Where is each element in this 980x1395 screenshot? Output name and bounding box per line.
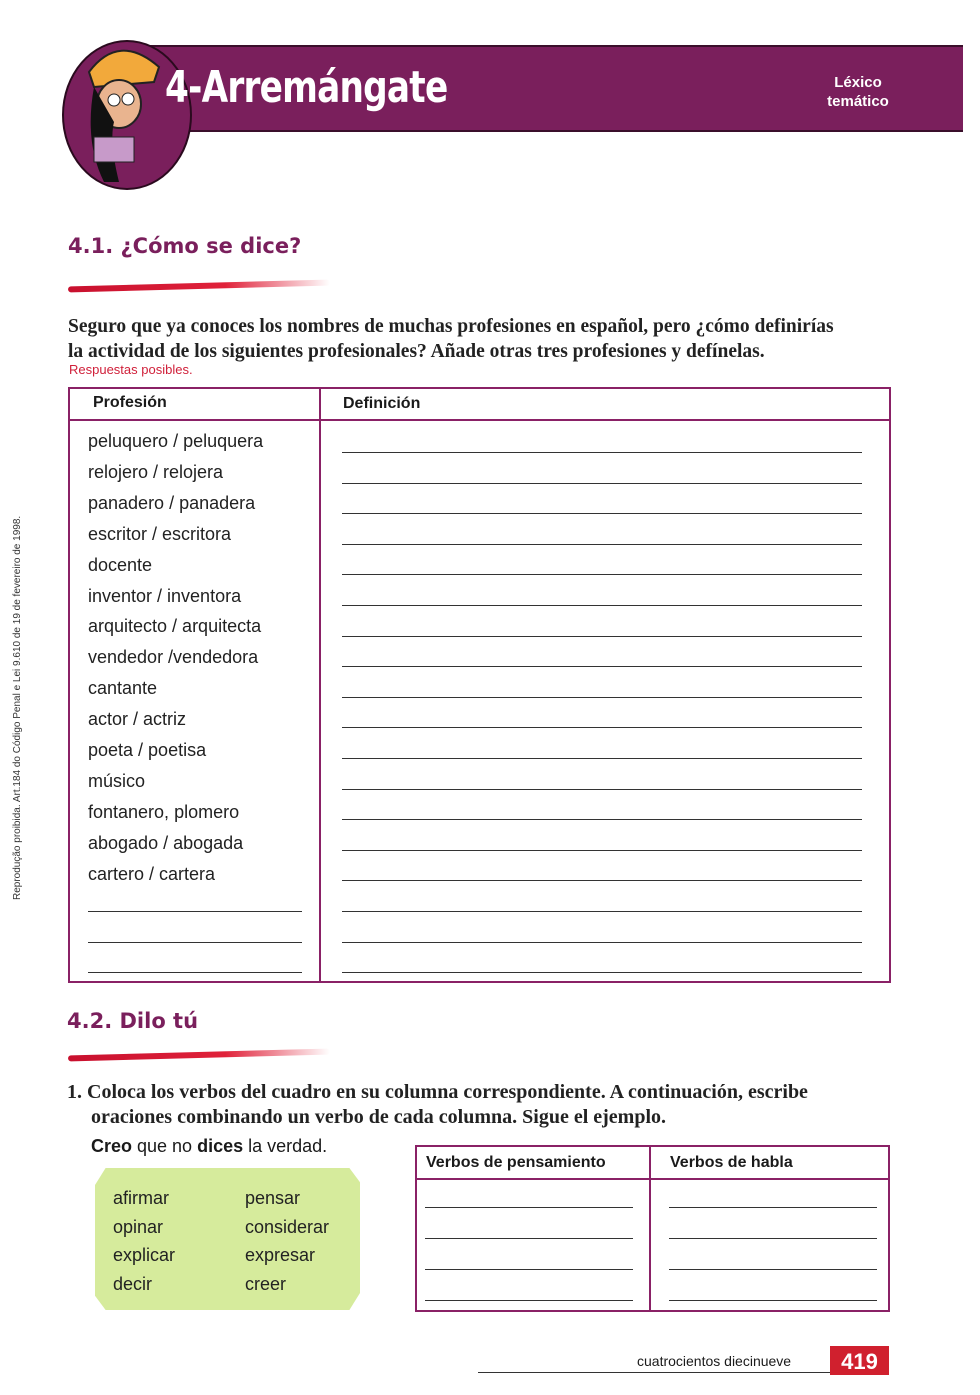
profession-item: abogado / abogada bbox=[88, 832, 244, 853]
profession-item: actor / actriz bbox=[88, 709, 187, 730]
chapter-title: 4-Arremángate bbox=[165, 62, 448, 113]
column-header-thinking: Verbos de pensamiento bbox=[426, 1154, 606, 1171]
table-header bbox=[70, 389, 889, 421]
profession-item: escritor / escritora bbox=[88, 523, 232, 544]
instruction-line: oraciones combinando un verbo de cada columna. Sigue el ejemplo. bbox=[91, 1106, 667, 1128]
footer-rule bbox=[478, 1372, 830, 1373]
definition-input-line[interactable] bbox=[342, 513, 862, 514]
profession-input-line[interactable] bbox=[88, 942, 302, 943]
table-header bbox=[417, 1147, 888, 1180]
profession-item: músico bbox=[88, 770, 146, 791]
verb-item: pensar bbox=[245, 1188, 301, 1208]
example-text: que no bbox=[132, 1136, 198, 1156]
verb-input-line[interactable] bbox=[425, 1269, 633, 1270]
column-header-speech: Verbos de habla bbox=[670, 1154, 793, 1171]
category-line: temático bbox=[827, 93, 889, 110]
category-line: Léxico bbox=[834, 74, 882, 91]
verb-input-line[interactable] bbox=[669, 1300, 877, 1301]
column-header-profession: Profesión bbox=[93, 394, 167, 411]
example-verb: Creo bbox=[91, 1136, 133, 1156]
profession-item: peluquero / peluquera bbox=[88, 431, 264, 451]
verb-item: explicar bbox=[113, 1245, 176, 1265]
profession-item: docente bbox=[88, 554, 153, 575]
verb-input-line[interactable] bbox=[425, 1300, 633, 1301]
copyright-note: Reprodução proibida. Art.184 do Código Penal e Lei 9.610 de 19 de fevereiro de 1998. bbox=[12, 515, 23, 900]
answer-note: Respuestas posibles. bbox=[69, 362, 193, 377]
definition-input-line[interactable] bbox=[342, 574, 862, 575]
definition-input-line[interactable] bbox=[342, 697, 862, 698]
verb-item: opinar bbox=[113, 1216, 164, 1237]
profession-input-line[interactable] bbox=[88, 911, 302, 912]
instructions bbox=[68, 314, 898, 364]
brush-underline bbox=[68, 1049, 330, 1062]
instruction-line: la actividad de los siguientes profesionales? Añade otras tres profesiones y defínelas. bbox=[68, 341, 765, 362]
verb-item: expresar bbox=[245, 1245, 316, 1265]
profession-item: panadero / panadera bbox=[88, 492, 256, 513]
profession-item: poeta / poetisa bbox=[88, 740, 207, 760]
definition-input-line[interactable] bbox=[342, 911, 862, 912]
verb-item: creer bbox=[245, 1273, 287, 1294]
definition-input-line[interactable] bbox=[342, 605, 862, 606]
column-divider bbox=[649, 1147, 651, 1310]
example-text: la verdad. bbox=[243, 1136, 328, 1156]
verb-item: considerar bbox=[245, 1216, 330, 1237]
verb-input-line[interactable] bbox=[425, 1238, 633, 1239]
brush-underline bbox=[68, 280, 330, 293]
instruction-line: 1. Coloca los verbos del cuadro en su columna correspondiente. A continuación, escribe bbox=[67, 1081, 808, 1103]
example-sentence bbox=[91, 1136, 327, 1157]
profession-item: arquitecto / arquitecta bbox=[88, 616, 262, 637]
instruction-line: Seguro que ya conoces los nombres de muchas profesiones en español, pero ¿cómo definirías bbox=[68, 316, 834, 337]
verb-input-line[interactable] bbox=[669, 1207, 877, 1208]
profession-item: fontanero, plomero bbox=[88, 801, 240, 822]
definition-input-line[interactable] bbox=[342, 880, 862, 881]
chapter-category bbox=[800, 73, 916, 111]
profession-item: relojero / relojera bbox=[88, 461, 224, 482]
verb-item: afirmar bbox=[113, 1188, 170, 1208]
section-heading: 4.2. Dilo tú bbox=[67, 1009, 199, 1033]
definition-input-line[interactable] bbox=[342, 789, 862, 790]
exercise-instructions bbox=[67, 1080, 897, 1130]
column-divider bbox=[319, 389, 321, 981]
page-number: 419 bbox=[830, 1346, 889, 1375]
definition-input-line[interactable] bbox=[342, 483, 862, 484]
section-heading: 4.1. ¿Cómo se dice? bbox=[68, 234, 302, 258]
verb-input-line[interactable] bbox=[669, 1238, 877, 1239]
verb-input-line[interactable] bbox=[425, 1207, 633, 1208]
definition-input-line[interactable] bbox=[342, 544, 862, 545]
verb-table bbox=[415, 1145, 890, 1312]
example-verb: dices bbox=[197, 1136, 244, 1156]
definition-input-line[interactable] bbox=[342, 727, 862, 728]
definition-input-line[interactable] bbox=[342, 758, 862, 759]
column-header-definition: Definición bbox=[343, 395, 421, 412]
definition-input-line[interactable] bbox=[342, 452, 862, 453]
definition-input-line[interactable] bbox=[342, 942, 862, 943]
verb-item: decir bbox=[113, 1273, 153, 1294]
definition-input-line[interactable] bbox=[342, 666, 862, 667]
definition-input-line[interactable] bbox=[342, 850, 862, 851]
profession-item: inventor / inventora bbox=[88, 585, 242, 606]
profession-input-line[interactable] bbox=[88, 972, 302, 973]
profession-item: cantante bbox=[88, 678, 158, 699]
definition-input-line[interactable] bbox=[342, 819, 862, 820]
page-number-words: cuatrocientos diecinueve bbox=[637, 1353, 792, 1369]
definition-input-line[interactable] bbox=[342, 972, 862, 973]
verb-input-line[interactable] bbox=[669, 1269, 877, 1270]
profession-item: cartero / cartera bbox=[88, 863, 216, 884]
profession-item: vendedor /vendedora bbox=[88, 647, 259, 668]
definition-input-line[interactable] bbox=[342, 636, 862, 637]
